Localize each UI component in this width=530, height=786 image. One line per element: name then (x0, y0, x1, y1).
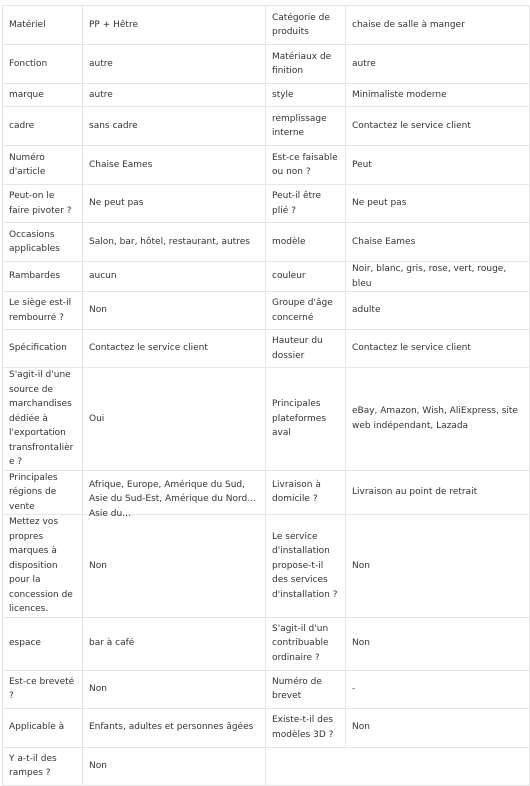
spec-table-body (3, 6, 530, 786)
spec-label-text: Groupe d'âge concerné (272, 298, 333, 323)
spec-label (266, 708, 346, 747)
spec-value (83, 330, 266, 368)
spec-value-text: Contactez le service client (89, 343, 208, 354)
spec-label (3, 107, 83, 146)
spec-value (83, 223, 266, 262)
spec-value (346, 670, 530, 708)
spec-value-text: Peut (352, 159, 372, 170)
spec-label-text: Numéro de brevet (272, 676, 322, 701)
spec-value (83, 262, 266, 292)
spec-value (83, 6, 266, 45)
spec-label (266, 617, 346, 670)
spec-label-text: Rambardes (9, 271, 61, 282)
spec-label (3, 617, 83, 670)
spec-value (83, 708, 266, 747)
spec-value-text: autre (89, 89, 113, 100)
spec-value (83, 292, 266, 330)
spec-row (3, 708, 530, 747)
spec-row (3, 45, 530, 84)
spec-label (3, 747, 83, 785)
spec-value-text: autre (352, 58, 376, 69)
spec-row (3, 368, 530, 471)
spec-label (266, 330, 346, 368)
spec-row (3, 6, 530, 45)
spec-label (266, 146, 346, 185)
spec-label-text: Matériaux de finition (272, 51, 332, 76)
spec-value (83, 84, 266, 107)
spec-row (3, 84, 530, 107)
spec-label-text: Hauteur du dossier (272, 336, 323, 361)
spec-value-text: Chaise Eames (89, 159, 153, 170)
spec-value-text: chaise de salle à manger (352, 19, 465, 30)
spec-value-text: Non (352, 638, 370, 649)
spec-value (83, 368, 266, 471)
spec-label-text: cadre (9, 120, 35, 131)
spec-label (266, 84, 346, 107)
spec-label (3, 368, 83, 471)
spec-row (3, 223, 530, 262)
spec-row (3, 670, 530, 708)
spec-value (83, 747, 266, 785)
spec-label (266, 368, 346, 471)
spec-label-text: Fonction (9, 58, 48, 69)
spec-value-text: eBay, Amazon, Wish, AliExpress, site web indépendant, Lazada (352, 406, 518, 431)
spec-label-text: Est-ce faisable ou non ? (272, 152, 338, 177)
spec-label-text: Existe-t-il des modèles 3D ? (272, 715, 334, 740)
spec-label-text: espace (9, 638, 41, 649)
spec-label (266, 45, 346, 84)
spec-label-text: Peut-on le faire pivoter ? (9, 191, 72, 216)
spec-label-text: Numéro d'article (9, 152, 46, 177)
spec-value-text: Non (89, 560, 107, 571)
spec-value-text: Livraison au point de retrait (352, 487, 478, 497)
spec-label-text: Applicable à (9, 722, 65, 733)
spec-value (83, 185, 266, 223)
spec-value (83, 617, 266, 670)
spec-value (346, 617, 530, 670)
spec-label (266, 262, 346, 292)
spec-label (3, 708, 83, 747)
spec-value-text: Chaise Eames (352, 236, 416, 247)
product-spec-table (2, 5, 530, 786)
spec-value-text: bar à café (89, 638, 135, 649)
spec-value (346, 45, 530, 84)
spec-label (3, 292, 83, 330)
spec-label-text: S'agit-il d'une source de marchandises dédiée à l'exportation transfrontalière ? (9, 370, 74, 467)
spec-label (266, 470, 346, 515)
spec-value-text: Non (89, 683, 107, 694)
spec-label (3, 146, 83, 185)
spec-row (3, 107, 530, 146)
spec-value (83, 670, 266, 708)
spec-value (346, 292, 530, 330)
spec-label (3, 223, 83, 262)
spec-row (3, 185, 530, 223)
spec-label-text: Mettez vos propres marques à disposition pour la concession de licences. (9, 517, 73, 614)
spec-value-text: - (352, 683, 356, 694)
spec-label (266, 223, 346, 262)
spec-value-text: Contactez le service client (352, 343, 471, 354)
spec-label (3, 670, 83, 708)
empty-cell (266, 747, 530, 785)
spec-label-text: Catégorie de produits (272, 12, 330, 37)
spec-value (346, 6, 530, 45)
spec-value (346, 107, 530, 146)
spec-value-text: Salon, bar, hôtel, restaurant, autres (89, 236, 250, 247)
spec-value (346, 84, 530, 107)
spec-label-text: Principales plateformes aval (272, 399, 327, 438)
spec-row (3, 617, 530, 670)
spec-label-text: Matériel (9, 19, 46, 30)
spec-value-text: adulte (352, 305, 381, 316)
spec-value-text: Enfants, adultes et personnes âgées (89, 722, 254, 733)
spec-label-text: Principales régions de vente (9, 472, 58, 512)
spec-row (3, 515, 530, 618)
spec-value-text: Ne peut pas (89, 198, 144, 209)
spec-label-text: Y a-t-il des rampes ? (9, 753, 57, 778)
spec-label (3, 470, 83, 515)
spec-value (83, 146, 266, 185)
spec-row (3, 262, 530, 292)
spec-value-text: Minimaliste moderne (352, 89, 447, 100)
spec-label (3, 45, 83, 84)
spec-label (3, 6, 83, 45)
spec-label (266, 515, 346, 618)
spec-row (3, 146, 530, 185)
spec-label-text: style (272, 89, 294, 100)
spec-label (266, 6, 346, 45)
spec-value-text: PP + Hêtre (89, 19, 138, 30)
spec-value-text: Contactez le service client (352, 120, 471, 131)
spec-label (3, 515, 83, 618)
spec-label-text: Spécification (9, 343, 67, 354)
spec-label (3, 330, 83, 368)
spec-value-text: Ne peut pas (352, 198, 407, 209)
spec-row (3, 470, 530, 515)
spec-label-text: Est-ce breveté ? (9, 676, 75, 701)
spec-label (266, 185, 346, 223)
spec-value (346, 708, 530, 747)
spec-value (83, 470, 266, 519)
spec-value (83, 45, 266, 84)
spec-value (83, 515, 266, 618)
spec-label-text: remplissage interne (272, 113, 327, 138)
spec-row (3, 292, 530, 330)
spec-row (3, 747, 530, 785)
spec-value (346, 368, 530, 471)
spec-row (3, 330, 530, 368)
spec-label (3, 262, 83, 292)
spec-label-text: marque (9, 89, 44, 100)
spec-label-text: Occasions applicables (9, 229, 60, 254)
spec-value (346, 146, 530, 185)
spec-label-text: Livraison à domicile ? (272, 479, 321, 505)
spec-value (346, 185, 530, 223)
spec-label-text: couleur (272, 271, 306, 282)
spec-value-text: aucun (89, 271, 117, 282)
spec-value (346, 262, 530, 292)
spec-value-text: Non (352, 722, 370, 733)
spec-label (266, 107, 346, 146)
spec-value (346, 470, 530, 515)
spec-label-text: modèle (272, 236, 306, 247)
spec-label (3, 84, 83, 107)
spec-value-text: Noir, blanc, gris, rose, vert, rouge, bleu (352, 264, 507, 289)
spec-value-text: autre (89, 58, 113, 69)
spec-label-text: Le siège est-il rembourré ? (9, 298, 72, 323)
spec-value-text: Oui (89, 413, 105, 424)
spec-label-text: Peut-il être plié ? (272, 191, 322, 216)
spec-value-text: Afrique, Europe, Amérique du Sud, Asie du Sud-Est, Amérique du Nord, Asie du… (89, 479, 251, 519)
spec-value (83, 107, 266, 146)
spec-value (346, 330, 530, 368)
spec-label-text: S'agit-il d'un contribuable ordinaire ? (272, 623, 329, 663)
spec-value (346, 223, 530, 262)
spec-value-text: Non (89, 305, 107, 316)
spec-label-text: Le service d'installation propose-t-il des services d'installation ? (272, 531, 338, 600)
spec-label (266, 670, 346, 708)
spec-label (266, 292, 346, 330)
spec-value-text: Non (352, 560, 370, 571)
spec-label (3, 185, 83, 223)
spec-value (346, 515, 530, 618)
spec-value-text: sans cadre (89, 120, 138, 131)
spec-value-text: Non (89, 760, 107, 771)
